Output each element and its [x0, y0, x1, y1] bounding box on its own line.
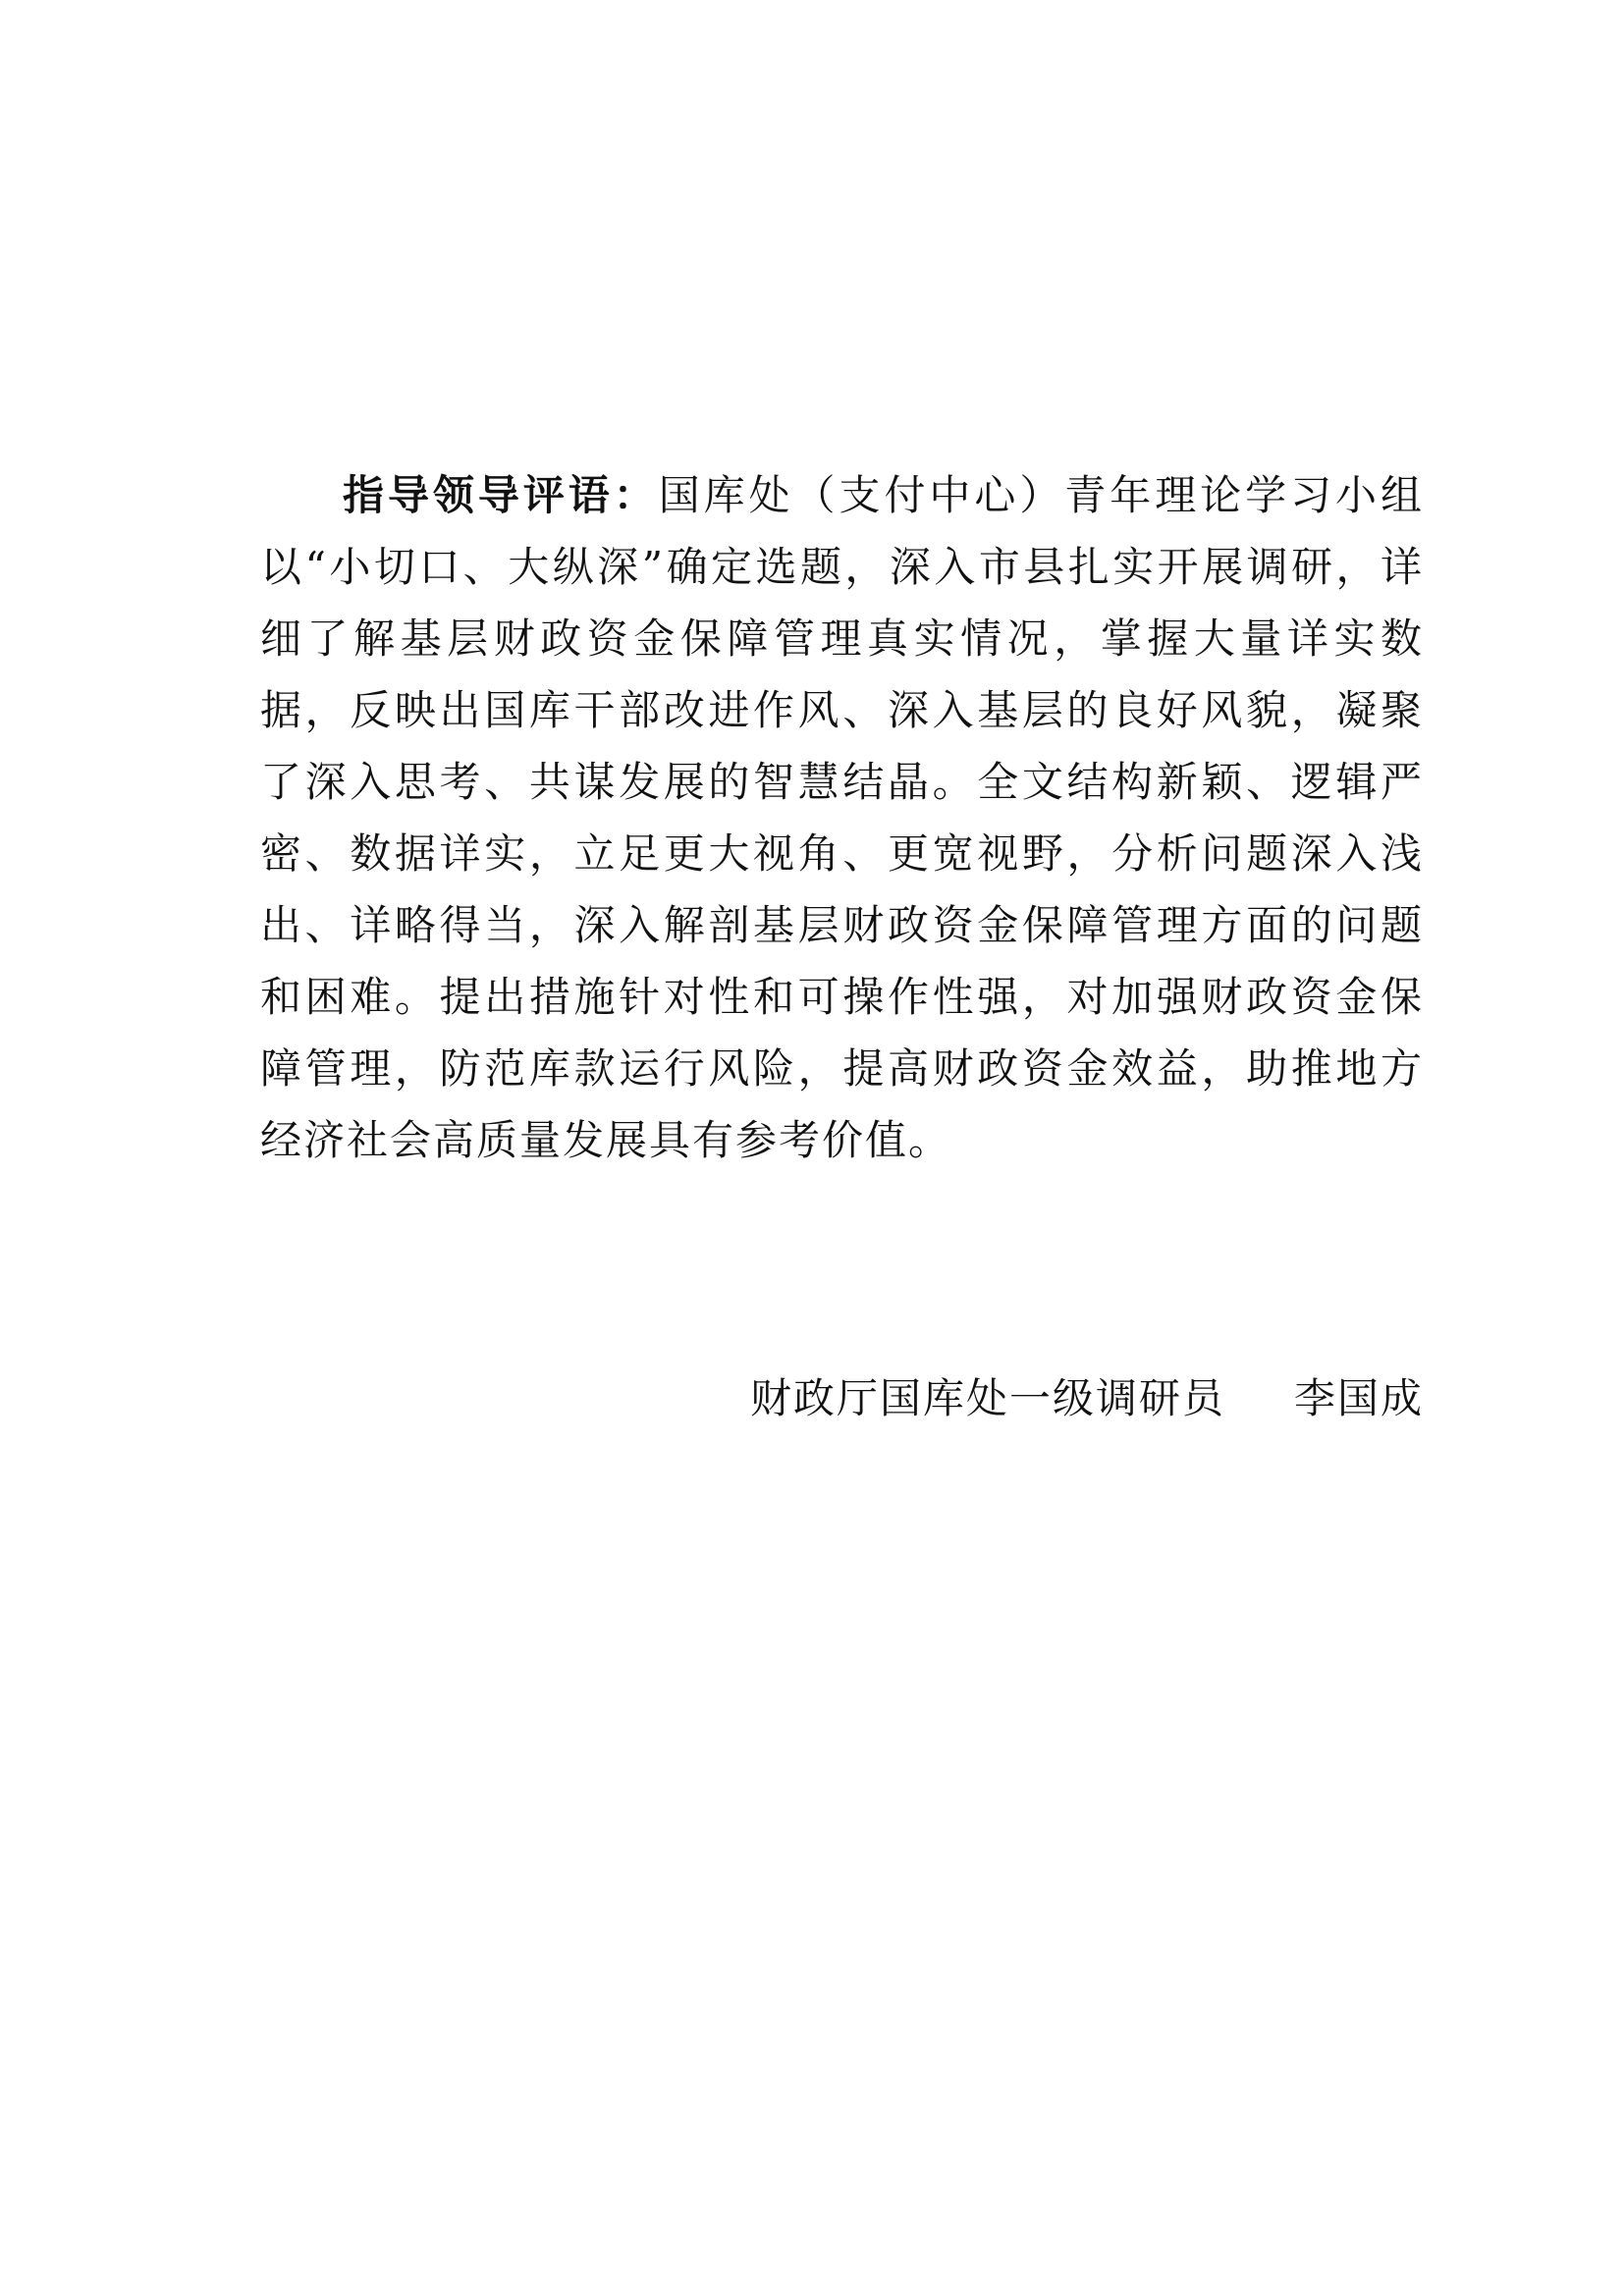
signature-line	[260, 1362, 1424, 1434]
comment-label: 指导领导评语：	[343, 471, 659, 519]
comment-text: 国库处（支付中心）青年理论学习小组以“小切口、大纵深”确定选题，深入市县扎实开展调研，详细了解基层财政资金保障管理真实情况，掌握大量详实数据，反映出国库干部改进作风、深入基层的良好风貌，凝聚了深入思考、共谋发展的智慧结晶。全文结构新颖、逻辑严密、数据详实，立足更大视角、更宽视野，分析问题深入浅出、详略得当，深入解剖基层财政资金保障管理方面的问题和困难。提出措施针对性和可操作性强，对加强财政资金保障管理，防范库款运行风险，提高财政资金效益，助推地方经济社会高质量发展具有参考价值。	[260, 471, 1424, 1164]
signature-name: 李国成	[1293, 1374, 1424, 1422]
leader-comment-paragraph	[260, 459, 1424, 1176]
signature-title: 财政厅国库处一级调研员	[749, 1374, 1225, 1422]
